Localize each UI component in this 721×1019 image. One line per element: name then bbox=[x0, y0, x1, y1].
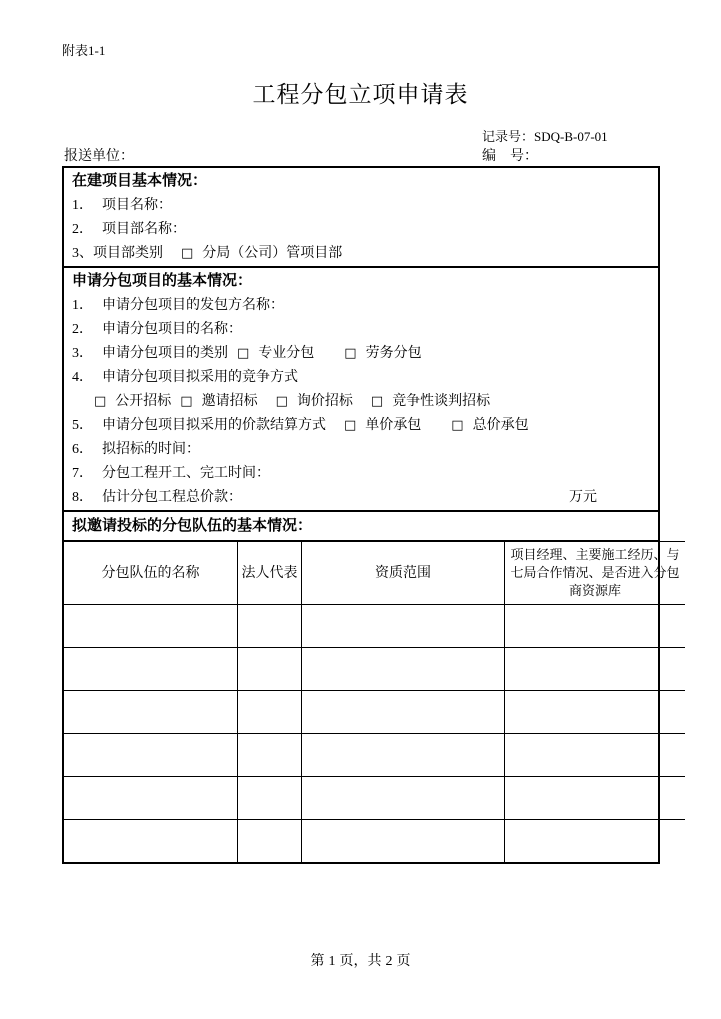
option-inquiry-tender-label: 询价招标 bbox=[296, 394, 353, 409]
table-header-row bbox=[64, 542, 685, 605]
section1-item-2-no: 2． bbox=[72, 222, 93, 237]
cell-team-name[interactable] bbox=[64, 777, 238, 820]
table-row[interactable] bbox=[64, 691, 685, 734]
cell-qualification-scope[interactable] bbox=[302, 605, 505, 648]
checkbox-open-tender[interactable]: □ bbox=[94, 394, 107, 409]
column-header-team-name: 分包队伍的名称 bbox=[64, 542, 238, 605]
cell-team-name[interactable] bbox=[64, 648, 238, 691]
cell-legal-representative[interactable] bbox=[238, 820, 302, 863]
option-unit-price-contract-label: 单价承包 bbox=[365, 418, 422, 433]
section1-heading: 在建项目基本情况： bbox=[72, 173, 208, 189]
section2-item-2-label: 申请分包项目的名称： bbox=[102, 322, 242, 337]
option-open-tender-label: 公开招标 bbox=[115, 394, 172, 409]
form-frame bbox=[62, 166, 680, 864]
checkbox-lump-sum-contract[interactable]: □ bbox=[451, 418, 464, 433]
section2-item-1 bbox=[64, 294, 658, 318]
option-invited-tender-label: 邀请招标 bbox=[201, 394, 258, 409]
section2-item-6-label: 拟招标的时间： bbox=[102, 442, 200, 457]
section2-item-4-no: 4． bbox=[72, 370, 93, 385]
subcontractor-table bbox=[64, 541, 685, 862]
checkbox-unit-price-contract[interactable]: □ bbox=[344, 418, 357, 433]
section2-item-7-label: 分包工程开工、完工时间： bbox=[102, 466, 270, 481]
serial-number-label-right: 号： bbox=[510, 149, 538, 164]
cell-qualification-scope[interactable] bbox=[302, 691, 505, 734]
submitting-unit-label: 报送单位： bbox=[64, 149, 134, 164]
serial-number-label bbox=[482, 148, 538, 166]
section2-item-2-no: 2． bbox=[72, 322, 93, 337]
cell-team-name[interactable] bbox=[64, 820, 238, 863]
table-row[interactable] bbox=[64, 648, 685, 691]
section1-item-3 bbox=[64, 242, 658, 266]
section2-item-7-no: 7． bbox=[72, 466, 93, 481]
cell-legal-representative[interactable] bbox=[238, 734, 302, 777]
section2-item-6-no: 6． bbox=[72, 442, 93, 457]
record-number: 记录号：SDQ-B-07-01 bbox=[482, 129, 608, 144]
cell-manager-experience[interactable] bbox=[505, 605, 686, 648]
section-subcontract-application bbox=[64, 268, 658, 512]
cell-legal-representative[interactable] bbox=[238, 605, 302, 648]
section2-item-4-options bbox=[64, 390, 658, 414]
cell-legal-representative[interactable] bbox=[238, 691, 302, 734]
section1-item-2-label: 项目部名称： bbox=[102, 222, 186, 237]
section1-item-2 bbox=[64, 218, 658, 242]
table-row[interactable] bbox=[64, 734, 685, 777]
section1-item-1 bbox=[64, 194, 658, 218]
footer-total-pages: 2 bbox=[385, 954, 393, 969]
section2-item-4 bbox=[64, 366, 658, 390]
checkbox-competitive-negotiation-tender[interactable]: □ bbox=[370, 394, 384, 409]
section2-item-8-label: 估计分包工程总价款： bbox=[102, 490, 242, 505]
section2-item-1-no: 1． bbox=[72, 298, 93, 313]
section-current-project bbox=[64, 168, 658, 268]
cell-team-name[interactable] bbox=[64, 605, 238, 648]
cell-manager-experience[interactable] bbox=[505, 777, 686, 820]
cell-manager-experience[interactable] bbox=[505, 648, 686, 691]
cell-qualification-scope[interactable] bbox=[302, 820, 505, 863]
checkbox-labor-subcontract[interactable]: □ bbox=[344, 346, 357, 361]
section2-item-8-no: 8． bbox=[72, 490, 93, 505]
cell-manager-experience[interactable] bbox=[505, 820, 686, 863]
column-header-qualification-scope: 资质范围 bbox=[302, 542, 505, 605]
cell-legal-representative[interactable] bbox=[238, 777, 302, 820]
column-header-legal-representative: 法人代表 bbox=[238, 542, 302, 605]
footer-current-page: 1 bbox=[328, 954, 336, 969]
section1-item-3-label: 项目部类别 bbox=[93, 246, 163, 261]
option-competitive-negotiation-tender-label: 竞争性谈判招标 bbox=[392, 394, 491, 409]
section2-item-8 bbox=[64, 486, 658, 510]
section-invited-bidders bbox=[64, 512, 680, 862]
section2-item-3-label: 申请分包项目的类别 bbox=[102, 346, 228, 361]
table-row[interactable] bbox=[64, 605, 685, 648]
footer-middle: 页，共 bbox=[339, 954, 382, 969]
section2-item-3-option-1-label: 专业分包 bbox=[258, 346, 315, 361]
cell-team-name[interactable] bbox=[64, 691, 238, 734]
cell-qualification-scope[interactable] bbox=[302, 648, 505, 691]
cell-manager-experience[interactable] bbox=[505, 734, 686, 777]
cell-team-name[interactable] bbox=[64, 734, 238, 777]
page-footer bbox=[0, 952, 721, 972]
checkbox-invited-tender[interactable]: □ bbox=[180, 394, 193, 409]
checkbox-professional-subcontract[interactable]: □ bbox=[237, 346, 250, 361]
column-header-manager-experience: 项目经理、主要施工经历、与七局合作情况、是否进入分包商资源库 bbox=[505, 542, 686, 605]
option-lump-sum-contract-label: 总价承包 bbox=[472, 418, 529, 433]
section2-item-6 bbox=[64, 438, 658, 462]
table-row[interactable] bbox=[64, 820, 685, 863]
page-title: 工程分包立项申请表 bbox=[252, 82, 469, 107]
cell-qualification-scope[interactable] bbox=[302, 734, 505, 777]
footer-prefix: 第 bbox=[310, 954, 325, 969]
cell-manager-experience[interactable] bbox=[505, 691, 686, 734]
section2-item-7 bbox=[64, 462, 658, 486]
section2-item-5 bbox=[64, 414, 658, 438]
section1-item-3-option-label: 分局（公司）管项目部 bbox=[202, 246, 343, 261]
checkbox-branch-managed-project[interactable]: □ bbox=[181, 246, 194, 261]
section3-heading: 拟邀请投标的分包队伍的基本情况： bbox=[64, 512, 658, 541]
section2-item-1-label: 申请分包项目的发包方名称： bbox=[102, 298, 284, 313]
attachment-label: 附表1-1 bbox=[62, 43, 106, 58]
cell-qualification-scope[interactable] bbox=[302, 777, 505, 820]
footer-suffix: 页 bbox=[396, 954, 411, 969]
section2-item-5-label: 申请分包项目拟采用的价款结算方式 bbox=[102, 418, 326, 433]
section2-item-3-no: 3． bbox=[72, 346, 93, 361]
serial-number-label-left: 编 bbox=[482, 149, 496, 164]
section2-item-3 bbox=[64, 342, 658, 366]
section2-item-2 bbox=[64, 318, 658, 342]
section1-item-1-label: 项目名称： bbox=[102, 198, 172, 213]
table-row[interactable] bbox=[64, 777, 685, 820]
section2-heading: 申请分包项目的基本情况： bbox=[72, 273, 253, 289]
section2-item-8-unit: 万元 bbox=[569, 490, 597, 505]
cell-legal-representative[interactable] bbox=[238, 648, 302, 691]
section1-item-1-no: 1． bbox=[72, 198, 93, 213]
section2-item-4-label: 申请分包项目拟采用的竞争方式 bbox=[102, 370, 298, 385]
section2-item-5-no: 5． bbox=[72, 418, 93, 433]
checkbox-inquiry-tender[interactable]: □ bbox=[275, 394, 288, 409]
section2-item-3-option-2-label: 劳务分包 bbox=[365, 346, 422, 361]
section1-item-3-no: 3、 bbox=[72, 246, 93, 261]
